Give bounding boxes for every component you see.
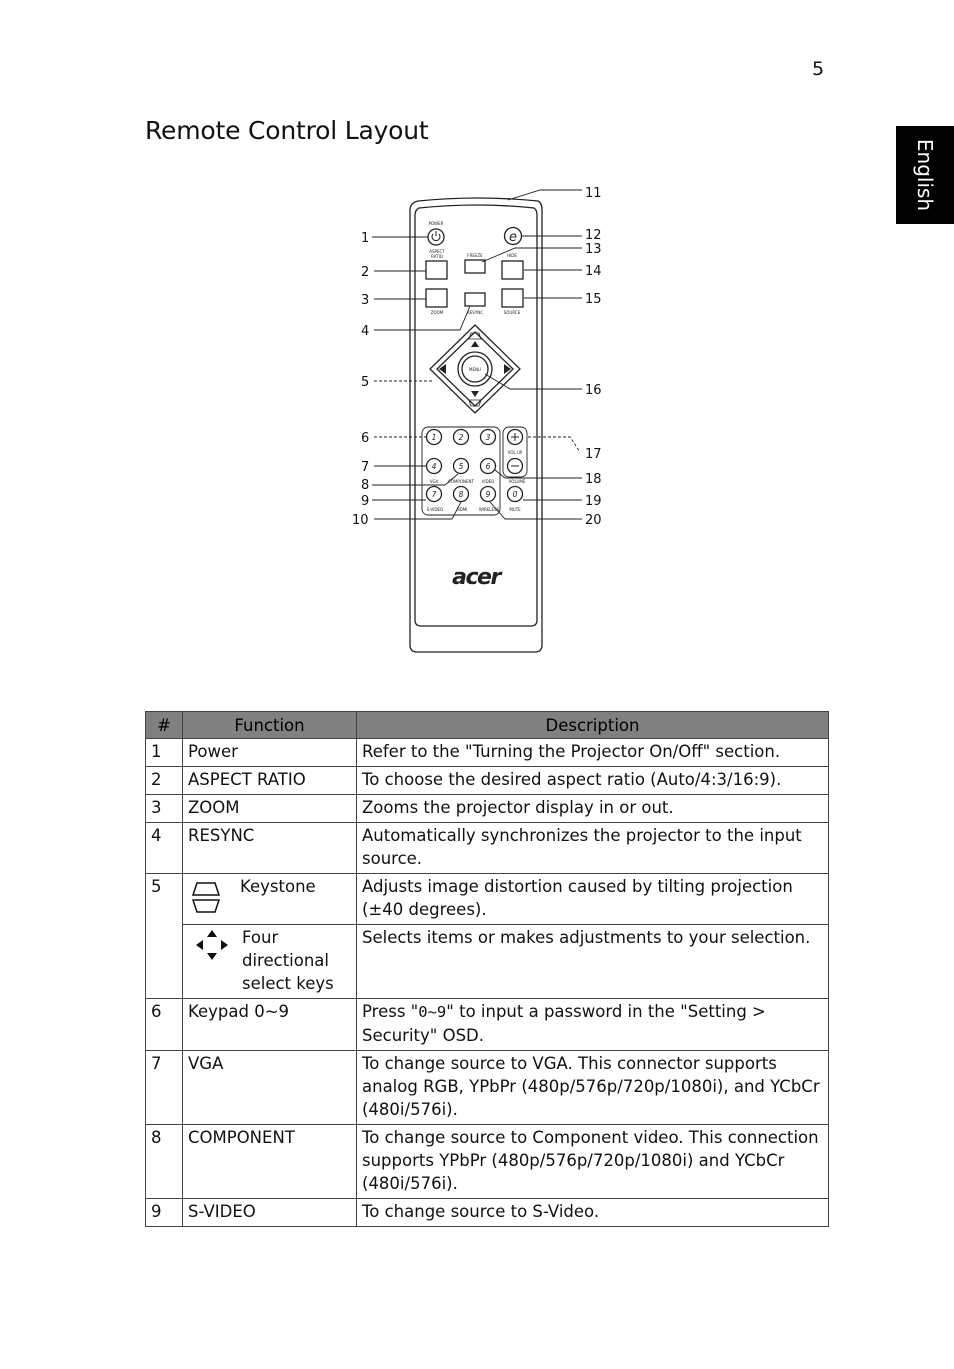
keystone-label: Keystone	[240, 877, 316, 896]
table-row	[146, 795, 829, 823]
row-number: 4	[146, 823, 183, 874]
row-description: Refer to the "Turning the Projector On/Off" section.	[357, 739, 829, 767]
resync-button	[465, 293, 485, 306]
key-5-label: 5	[458, 462, 464, 471]
row-number: 3	[146, 795, 183, 823]
zoom-label: ZOOM	[430, 310, 444, 315]
key-8-label: 8	[458, 490, 464, 499]
callout-1: 1	[361, 231, 370, 246]
vol-up-label: VOL UP	[507, 450, 523, 455]
callout-11: 11	[585, 186, 602, 201]
table-row	[146, 925, 829, 999]
e-key-label: e	[509, 230, 517, 245]
mute-label: MUTE	[509, 507, 521, 512]
row-description: Adjusts image distortion caused by tilting projection (±40 degrees).	[357, 874, 829, 925]
hide-label: HIDE	[507, 253, 517, 258]
row-description: Zooms the projector display in or out.	[357, 795, 829, 823]
table-row	[146, 823, 829, 874]
table-row	[146, 999, 829, 1051]
keystone-icon	[188, 875, 230, 919]
table-row	[146, 1125, 829, 1199]
keypad-code: 0~9	[418, 1003, 447, 1021]
callout-3: 3	[361, 293, 370, 308]
row-number: 9	[146, 1199, 183, 1227]
row-function: ASPECT RATIO	[183, 767, 357, 795]
resync-label: RESYNC	[466, 310, 484, 315]
callout-9: 9	[361, 494, 370, 509]
row-function: ZOOM	[183, 795, 357, 823]
video-label: VIDEO	[481, 479, 495, 484]
row-description: To choose the desired aspect ratio (Auto/4:3/16:9).	[357, 767, 829, 795]
source-button	[502, 289, 523, 307]
vol-down-label: VOLUME	[508, 479, 526, 484]
callout-10: 10	[352, 513, 369, 528]
row-number: 1	[146, 739, 183, 767]
row-number: 5	[146, 874, 183, 999]
row-description: To change source to S-Video.	[357, 1199, 829, 1227]
key-4-label: 4	[431, 462, 437, 471]
function-table	[145, 711, 829, 1227]
table-header-row	[146, 712, 829, 739]
source-label: SOURCE	[503, 310, 521, 315]
hide-button	[502, 261, 523, 279]
row-number: 2	[146, 767, 183, 795]
menu-label: MENU	[469, 367, 481, 372]
row-number: 8	[146, 1125, 183, 1199]
power-icon	[432, 231, 440, 241]
wireless-label: WIRELESS	[478, 507, 500, 512]
component-label: COMPONENT	[448, 479, 474, 484]
callout-19: 19	[585, 494, 602, 509]
callout-16: 16	[585, 383, 602, 398]
callout-7: 7	[361, 460, 370, 475]
key-6-label: 6	[485, 462, 491, 471]
row-description: To change source to Component video. This connection supports YPbPr (480p/576p/720p/1080i) and YCbCr (480i/576i).	[357, 1125, 829, 1199]
key-2-label: 2	[458, 433, 464, 442]
key-9-label: 9	[485, 490, 491, 499]
callout-6: 6	[361, 431, 370, 446]
four-direction-keys-icon	[192, 926, 232, 964]
row-description: To change source to VGA. This connector supports analog RGB, YPbPr (480p/576p/720p/1080i), and YCbCr (480i/576i).	[357, 1051, 829, 1125]
callout-5: 5	[361, 375, 370, 390]
callout-18: 18	[585, 472, 602, 487]
row-description: Automatically synchronizes the projector to the input source.	[357, 823, 829, 874]
key-1-label: 1	[431, 433, 437, 442]
callout-15: 15	[585, 292, 602, 307]
vga-label: VGA	[429, 479, 439, 484]
row-function: RESYNC	[183, 823, 357, 874]
row-function: COMPONENT	[183, 1125, 357, 1199]
aspect-ratio-button	[426, 261, 447, 279]
page-title: Remote Control Layout	[145, 116, 429, 145]
table-row	[146, 739, 829, 767]
key-0-label: 0	[512, 490, 518, 499]
table-row	[146, 1051, 829, 1125]
remote-inner-panel	[415, 205, 537, 626]
language-tab-label: English	[913, 138, 937, 212]
key-7-label: 7	[431, 490, 437, 499]
arrow-up-icon	[471, 341, 479, 347]
row-number: 7	[146, 1051, 183, 1125]
callout-12: 12	[585, 228, 602, 243]
callout-17: 17	[585, 447, 602, 462]
row-function	[183, 874, 357, 925]
header-number: #	[146, 712, 183, 739]
row-function: S-VIDEO	[183, 1199, 357, 1227]
table-row	[146, 874, 829, 925]
header-description: Description	[357, 712, 829, 739]
row-function	[183, 925, 357, 999]
aspect-label-line1: ASPECT	[429, 249, 445, 254]
page-number: 5	[812, 58, 825, 80]
hdmi-label: HDMI	[456, 507, 468, 512]
power-label: POWER	[428, 221, 444, 226]
four-direction-keys-label: Four directional select keys	[242, 928, 334, 993]
callout-8: 8	[361, 478, 370, 493]
aspect-label-line2: RATIO	[431, 254, 443, 259]
row-function: VGA	[183, 1051, 357, 1125]
callout-13: 13	[585, 242, 602, 257]
row-function: Power	[183, 739, 357, 767]
remote-control-diagram	[340, 180, 630, 660]
row-description: Press "0~9" to input a password in the "Setting > Security" OSD.	[357, 999, 829, 1051]
language-tab	[896, 126, 954, 224]
svideo-label: S-VIDEO	[426, 507, 444, 512]
callout-4: 4	[361, 324, 370, 339]
arrow-down-icon	[471, 391, 479, 397]
row-description: Selects items or makes adjustments to your selection.	[357, 925, 829, 999]
callout-2: 2	[361, 265, 370, 280]
callout-20: 20	[585, 513, 602, 528]
table-row	[146, 1199, 829, 1227]
freeze-label: FREEZE	[467, 253, 483, 258]
header-function: Function	[183, 712, 357, 739]
callout-14: 14	[585, 264, 602, 279]
row-number: 6	[146, 999, 183, 1051]
table-row	[146, 767, 829, 795]
row-function: Keypad 0~9	[183, 999, 357, 1051]
key-3-label: 3	[485, 433, 491, 442]
acer-logo: acer	[452, 565, 500, 590]
zoom-button	[426, 289, 447, 307]
